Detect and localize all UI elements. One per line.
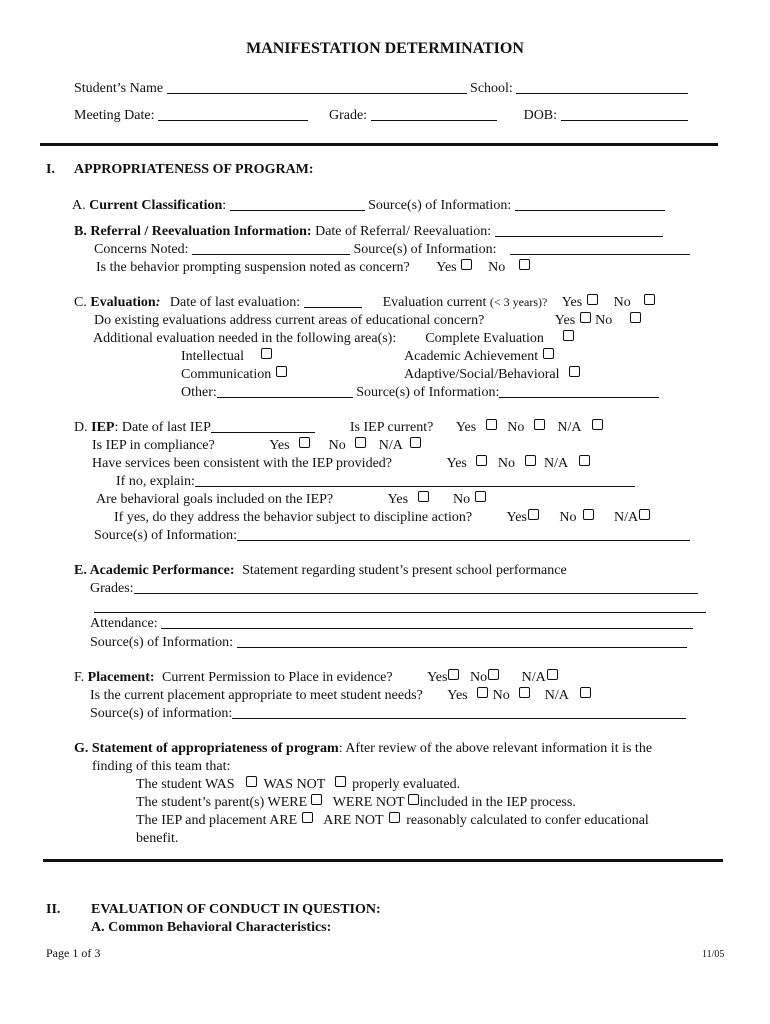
no-label: No (559, 510, 577, 525)
placement-label: Placement: (87, 670, 155, 685)
grade-field[interactable] (371, 107, 497, 121)
were-label: The student’s parent(s) WERE (136, 795, 308, 810)
compliance-na-checkbox[interactable] (410, 437, 421, 448)
yes-label: Yes (455, 420, 477, 435)
consistent-na-checkbox[interactable] (579, 455, 590, 466)
address-yes-checkbox[interactable] (528, 509, 539, 520)
c-source-field[interactable] (499, 384, 659, 398)
evaluation-label: Evaluation (90, 295, 156, 310)
eval-current-yes-checkbox[interactable] (587, 294, 598, 305)
address-na-checkbox[interactable] (639, 509, 650, 520)
academic-perf-label: E. Academic Performance: (74, 563, 235, 578)
classification-field[interactable] (230, 197, 365, 211)
consistent-label: Have services been consistent with the IEP provided? (92, 456, 393, 471)
eval-current-label: Evaluation current (382, 295, 487, 310)
meeting-date-label: Meeting Date: (74, 108, 155, 123)
reasonably-text: reasonably calculated to confer educational (406, 813, 649, 828)
a-letter: A. (72, 198, 86, 213)
permission-label: Current Permission to Place in evidence? (162, 670, 393, 685)
address-label: If yes, do they address the behavior subject to discipline action? (114, 510, 473, 525)
referral-label: B. Referral / Reevaluation Information: (74, 224, 312, 239)
e-source-row (90, 634, 687, 651)
d-source-field[interactable] (237, 527, 690, 541)
are-checkbox[interactable] (302, 812, 313, 823)
explain-row (116, 473, 635, 490)
concerns-row (94, 241, 690, 258)
communication-item (181, 366, 288, 383)
finding-text: finding of this team that: (92, 759, 231, 774)
form-revision-code: 11/05 (702, 949, 725, 960)
existing-eval-question: Do existing evaluations address current areas of educational concern? (94, 313, 485, 328)
additional-eval-row (93, 330, 575, 347)
na-label: N/A (521, 670, 546, 685)
suspension-no-checkbox[interactable] (519, 259, 530, 270)
yes-label: Yes (387, 492, 409, 507)
d-source-row (94, 527, 690, 544)
academic-item (404, 348, 555, 365)
f-source-row (90, 705, 686, 722)
b-source-field[interactable] (510, 241, 690, 255)
na-label: N/A (378, 438, 403, 453)
no-label: No (492, 688, 510, 703)
grades-row (90, 580, 698, 597)
yes-label: Yes (436, 260, 457, 275)
a-source-label: Source(s) of Information: (368, 198, 512, 213)
student-name-label: Student’s Name (74, 81, 164, 96)
address-row (114, 509, 651, 526)
appropriate-no-checkbox[interactable] (519, 687, 530, 698)
communication-label: Communication (181, 367, 272, 382)
existing-eval-row (94, 312, 642, 329)
section1-heading: APPROPRIATENESS OF PROGRAM: (74, 162, 314, 177)
benefit-text: benefit. (136, 831, 179, 846)
were-not-checkbox[interactable] (408, 794, 419, 805)
iep-current-na-checkbox[interactable] (592, 419, 603, 430)
grades-field[interactable] (134, 580, 698, 594)
no-label: No (469, 670, 488, 685)
page-number: Page 1 of 3 (46, 946, 101, 960)
appropriate-label: Is the current placement appropriate to meet student needs? (90, 688, 423, 703)
a-source-field[interactable] (515, 197, 665, 211)
properly-evaluated-text: properly evaluated. (352, 777, 461, 792)
dob-field[interactable] (561, 107, 688, 121)
c-letter: C. (74, 295, 87, 310)
attendance-label: Attendance: (90, 616, 158, 631)
school-label: School: (470, 81, 513, 96)
explain-label: If no, explain: (116, 474, 195, 489)
was-checkbox[interactable] (246, 776, 257, 787)
was-not-label: WAS NOT (263, 777, 326, 792)
was-label: The student WAS (136, 777, 235, 792)
classification-label: Current Classification (89, 198, 223, 213)
eval-current-no-checkbox[interactable] (644, 294, 655, 305)
benefit-row (136, 830, 178, 847)
yes-label: Yes (447, 688, 468, 703)
existing-eval-yes-checkbox[interactable] (580, 312, 591, 323)
na-label: N/A (557, 420, 581, 435)
f-source-label: Source(s) of information: (90, 706, 233, 721)
evaluated-row (136, 776, 460, 793)
meeting-row (74, 107, 688, 124)
other-row (181, 384, 659, 401)
consistent-yes-checkbox[interactable] (476, 455, 487, 466)
f-source-field[interactable] (232, 705, 686, 719)
c-colon: : (155, 295, 161, 310)
goals-label: Are behavioral goals included on the IEP? (96, 492, 334, 507)
adaptive-item (404, 366, 581, 383)
yes-label: Yes (446, 456, 467, 471)
concerns-field[interactable] (192, 241, 350, 255)
iep-current-label: Is IEP current? (349, 420, 434, 435)
communication-checkbox[interactable] (276, 366, 287, 377)
no-label: No (328, 438, 346, 453)
goals-yes-checkbox[interactable] (418, 491, 429, 502)
are-not-checkbox[interactable] (389, 812, 400, 823)
other-label: Other: (181, 385, 217, 400)
explain-field[interactable] (195, 473, 635, 487)
appropriate-row (90, 687, 592, 704)
compliance-no-checkbox[interactable] (355, 437, 366, 448)
d-source-label: Source(s) of Information: (94, 528, 238, 543)
are-label: The IEP and placement ARE (136, 813, 298, 828)
concerns-label: Concerns Noted: (94, 242, 189, 257)
d-letter: D. (74, 420, 88, 435)
no-label: No (595, 313, 613, 328)
grades-line2[interactable] (94, 598, 706, 613)
permission-yes-checkbox[interactable] (448, 669, 459, 680)
referral-row (74, 223, 663, 240)
last-iep-label: : Date of last IEP (114, 420, 211, 435)
finding-row (92, 758, 230, 775)
adaptive-label: Adaptive/Social/Behavioral (404, 367, 560, 382)
academic-label: Academic Achievement (404, 349, 539, 364)
student-name-field[interactable] (167, 80, 467, 94)
no-label: No (507, 420, 525, 435)
divider-bottom (43, 859, 723, 862)
attendance-field[interactable] (161, 615, 693, 629)
address-no-checkbox[interactable] (583, 509, 594, 520)
were-checkbox[interactable] (311, 794, 322, 805)
complete-eval-label: Complete Evaluation (425, 331, 544, 346)
iep-label: IEP (91, 420, 115, 435)
referral-date-label: Date of Referral/ Reevaluation: (315, 224, 492, 239)
last-iep-field[interactable] (211, 419, 315, 433)
intellectual-label: Intellectual (181, 349, 244, 364)
c-source-label: Source(s) of Information: (356, 385, 500, 400)
school-field[interactable] (516, 80, 688, 94)
was-not-checkbox[interactable] (335, 776, 346, 787)
academic-checkbox[interactable] (543, 348, 554, 359)
no-label: No (488, 260, 506, 275)
no-label: No (613, 295, 631, 310)
yes-label: Yes (269, 438, 290, 453)
compliance-yes-checkbox[interactable] (299, 437, 310, 448)
b-source-label: Source(s) of Information: (353, 242, 497, 257)
suspension-yes-checkbox[interactable] (461, 259, 472, 270)
permission-no-checkbox[interactable] (488, 669, 499, 680)
academic-perf-row (74, 562, 567, 579)
no-label: No (453, 492, 471, 507)
page-title: MANIFESTATION DETERMINATION (246, 40, 524, 57)
yes-label: Yes (427, 670, 448, 685)
existing-eval-no-checkbox[interactable] (630, 312, 641, 323)
student-name-row (74, 80, 688, 97)
na-label: N/A (544, 456, 568, 471)
were-not-label: WERE NOT (332, 795, 405, 810)
evaluation-row (74, 294, 656, 311)
adaptive-checkbox[interactable] (569, 366, 580, 377)
intellectual-checkbox[interactable] (261, 348, 272, 359)
last-eval-label: Date of last evaluation: (169, 295, 301, 310)
no-label: No (497, 456, 515, 471)
intellectual-item (181, 348, 273, 365)
complete-eval-checkbox[interactable] (563, 330, 574, 341)
grades-label: Grades: (90, 581, 134, 596)
goals-row (96, 491, 487, 508)
grade-label: Grade: (328, 108, 368, 123)
meeting-date-field[interactable] (158, 107, 308, 121)
suspension-question: Is the behavior prompting suspension noted as concern? (96, 260, 410, 275)
na-label: N/A (614, 510, 639, 525)
dob-label: DOB: (523, 108, 558, 123)
parents-row (136, 794, 576, 811)
statement-row (74, 740, 652, 757)
iep-placement-row (136, 812, 649, 829)
iep-current-no-checkbox[interactable] (534, 419, 545, 430)
section2-numeral: II. (46, 902, 61, 917)
appropriate-yes-checkbox[interactable] (477, 687, 488, 698)
suspension-row (96, 259, 531, 276)
section2-subheading: A. Common Behavioral Characteristics: (91, 920, 332, 935)
e-source-field[interactable] (237, 634, 687, 648)
iep-process-text: included in the IEP process. (419, 795, 576, 810)
academic-perf-statement: Statement regarding student’s present school performance (242, 563, 567, 578)
eval-current-note: (< 3 years)? (489, 295, 548, 309)
goals-no-checkbox[interactable] (475, 491, 486, 502)
f-letter: F. (74, 670, 85, 685)
statement-text: : After review of the above relevant information it is the (338, 741, 653, 756)
are-not-label: ARE NOT (323, 813, 384, 828)
consistent-row (92, 455, 591, 472)
attendance-row (90, 615, 693, 632)
iep-current-yes-checkbox[interactable] (486, 419, 497, 430)
e-source-label: Source(s) of Information: (90, 635, 234, 650)
iep-row (74, 419, 604, 436)
last-eval-field[interactable] (304, 294, 362, 308)
placement-row (74, 669, 559, 686)
appropriate-na-checkbox[interactable] (580, 687, 591, 698)
permission-na-checkbox[interactable] (547, 669, 558, 680)
other-field[interactable] (217, 384, 353, 398)
referral-date-field[interactable] (495, 223, 663, 237)
additional-eval-question: Additional evaluation needed in the following area(s): (93, 331, 397, 346)
a-colon: : (222, 198, 227, 213)
compliance-label: Is IEP in compliance? (92, 438, 215, 453)
yes-label: Yes (561, 295, 583, 310)
na-label: N/A (544, 688, 569, 703)
consistent-no-checkbox[interactable] (525, 455, 536, 466)
yes-label: Yes (554, 313, 576, 328)
compliance-row (92, 437, 422, 454)
classification-row (72, 197, 665, 214)
section1-numeral: I. (46, 162, 55, 177)
statement-label: G. Statement of appropriateness of program (74, 741, 339, 756)
section2-heading: EVALUATION OF CONDUCT IN QUESTION: (91, 902, 381, 917)
yes-label: Yes (506, 510, 527, 525)
divider-top (40, 143, 718, 146)
